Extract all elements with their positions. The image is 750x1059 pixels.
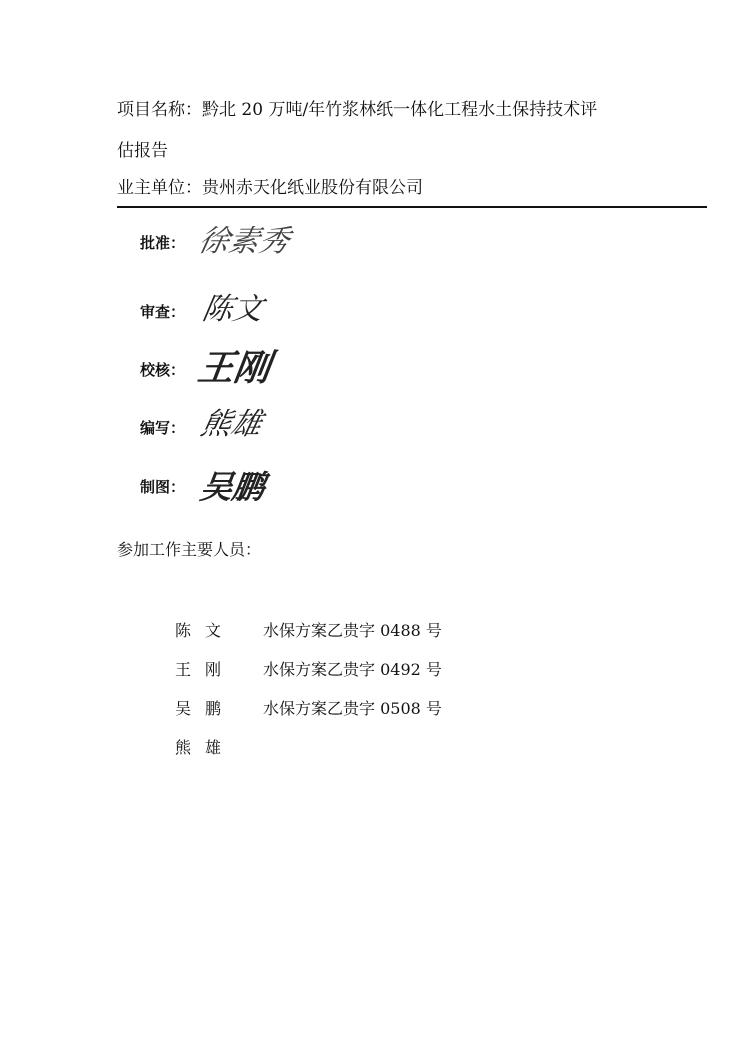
check-label: 校核： (140, 361, 186, 379)
drawing-label: 制图： (140, 478, 186, 496)
check-signature (195, 340, 290, 394)
approve-signature (195, 218, 310, 262)
compile-label: 编写： (140, 419, 186, 437)
approve-label: 批准： (140, 234, 186, 252)
drawing-signature (197, 462, 292, 512)
svg-text:王刚: 王刚 (195, 346, 274, 389)
header-divider (117, 206, 707, 208)
staff-cert: 水保方案乙贵字 0492 号 (263, 660, 442, 679)
staff-name: 吴鹏 (175, 699, 236, 718)
staff-name: 熊雄 (175, 738, 236, 757)
review-signature (199, 285, 295, 333)
review-label: 审查： (140, 303, 186, 321)
staff-name: 陈文 (175, 621, 236, 640)
svg-text:熊雄: 熊雄 (197, 407, 266, 442)
project-name-line-1: 项目名称：黔北 20 万吨/年竹浆林纸一体化工程水土保持技术评 (117, 100, 598, 120)
svg-text:徐素秀: 徐素秀 (195, 224, 293, 259)
svg-text:陈文: 陈文 (199, 292, 266, 327)
staff-cert: 水保方案乙贵字 0508 号 (263, 699, 442, 718)
staff-cert: 水保方案乙贵字 0488 号 (263, 621, 442, 640)
compile-signature (197, 398, 295, 448)
owner-unit-line: 业主单位：贵州赤天化纸业股份有限公司 (117, 178, 423, 198)
project-name-line-2: 估报告 (117, 141, 168, 161)
staff-name: 王刚 (175, 660, 236, 679)
staff-title: 参加工作主要人员： (117, 540, 262, 559)
svg-text:吴鹏: 吴鹏 (197, 468, 268, 506)
